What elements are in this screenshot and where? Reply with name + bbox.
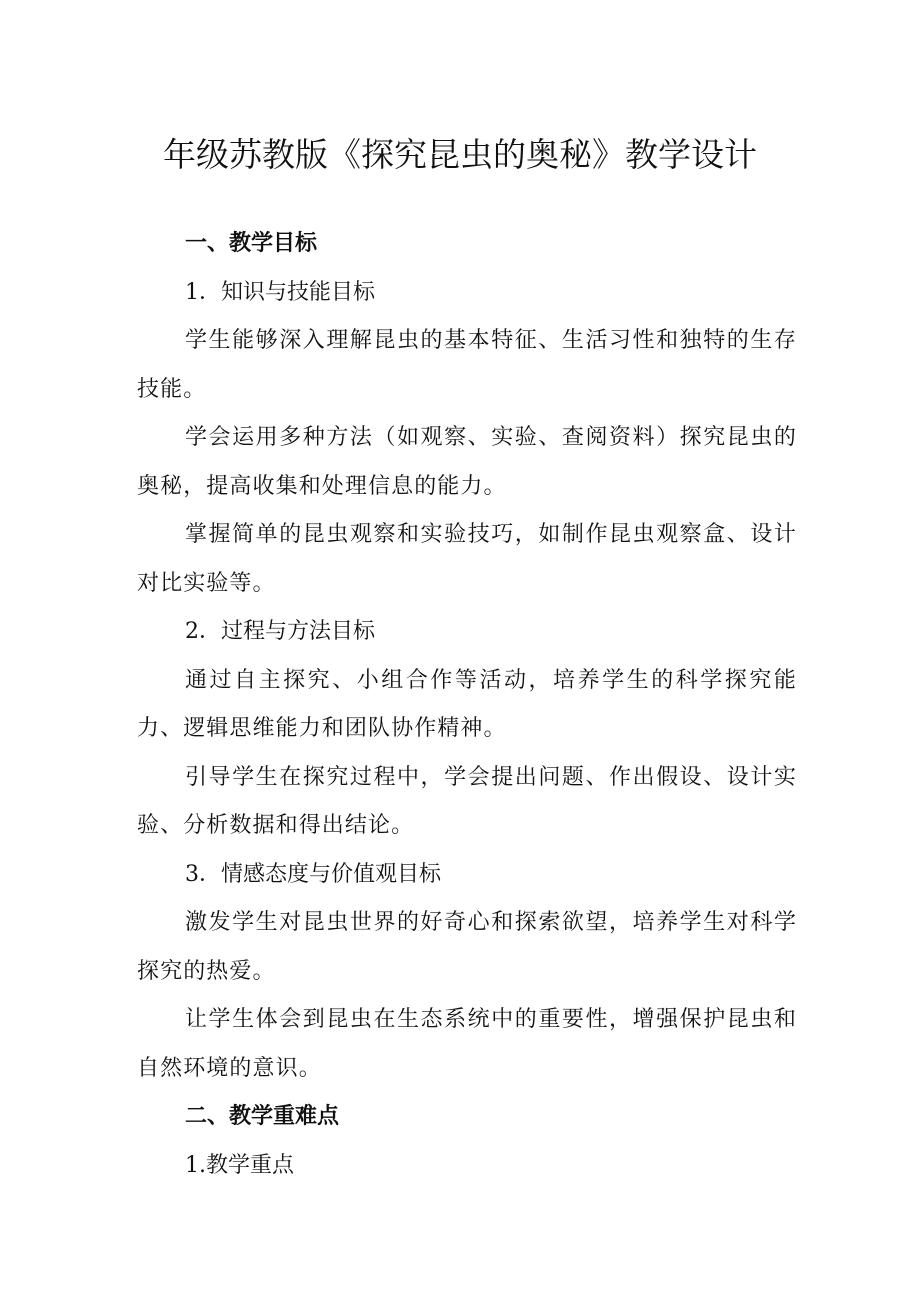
- paragraph: 学会运用多种方法（如观察、实验、查阅资料）探究昆虫的奥秘，提高收集和处理信息的能力。: [137, 425, 797, 499]
- section-heading-teaching-goals: 一、教学目标: [185, 231, 318, 256]
- subsection-heading-knowledge-skills: 1．知识与技能目标: [185, 279, 375, 305]
- document-body: [137, 220, 797, 1190]
- document-title: 年级苏教版《探究昆虫的奥秘》教学设计: [163, 135, 757, 174]
- section-heading-key-points: 二、教学重难点: [185, 1104, 340, 1129]
- subsection-heading-emotion-values: 3．情感态度与价值观目标: [185, 861, 441, 887]
- paragraph: 引导学生在探究过程中，学会提出问题、作出假设、设计实验、分析数据和得出结论。: [137, 764, 797, 838]
- paragraph: 通过自主探究、小组合作等活动，培养学生的科学探究能力、逻辑思维能力和团队协作精神。: [137, 667, 797, 741]
- paragraph: 学生能够深入理解昆虫的基本特征、生活习性和独特的生存技能。: [137, 328, 797, 402]
- subsection-heading-teaching-focus: 1.教学重点: [185, 1152, 294, 1178]
- subsection-heading-process-methods: 2．过程与方法目标: [185, 619, 375, 644]
- paragraph: 激发学生对昆虫世界的好奇心和探索欲望，培养学生对科学探究的热爱。: [137, 910, 797, 984]
- paragraph: 让学生体会到昆虫在生态系统中的重要性，增强保护昆虫和自然环境的意识。: [137, 1007, 797, 1081]
- paragraph: 掌握简单的昆虫观察和实验技巧，如制作昆虫观察盒、设计对比实验等。: [137, 522, 797, 596]
